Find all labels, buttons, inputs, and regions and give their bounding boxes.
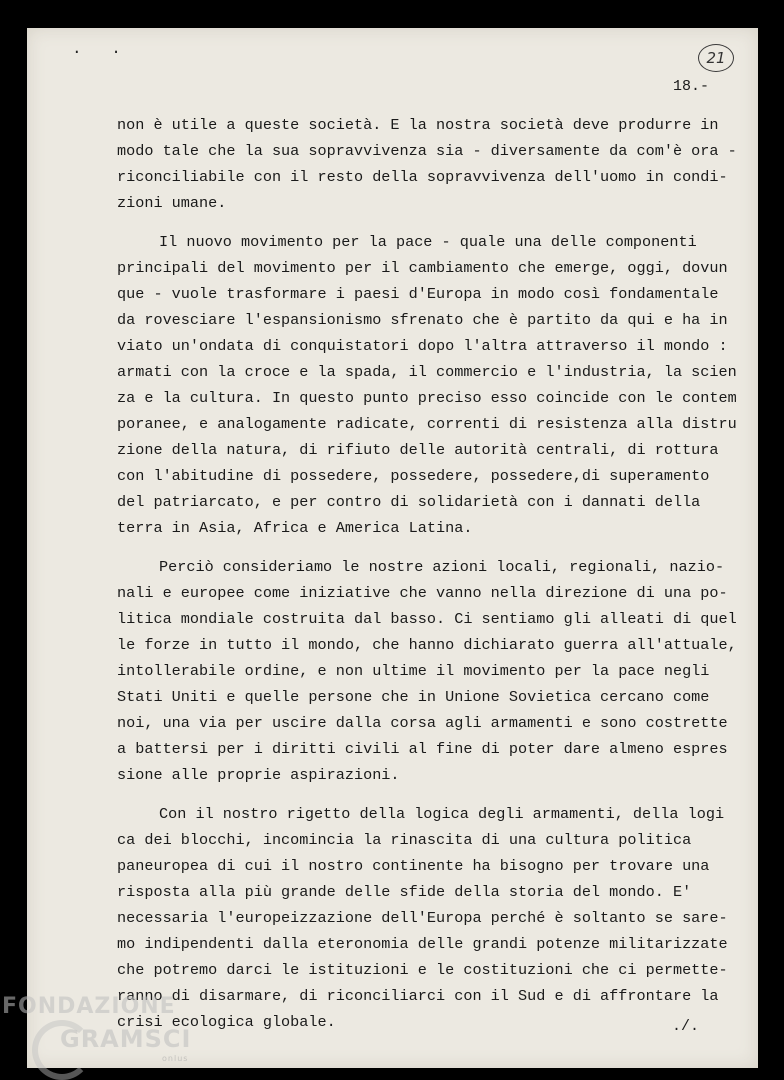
paragraph bbox=[117, 229, 737, 541]
text-line: non è utile a queste società. E la nostra società deve produrre in bbox=[117, 116, 719, 134]
continuation-mark: ./. bbox=[672, 1018, 700, 1035]
typewritten-body bbox=[117, 112, 737, 1035]
text-line: principali del movimento per il cambiamento che emerge, oggi, dovun bbox=[117, 259, 728, 277]
text-line: que - vuole trasformare i paesi d'Europa in modo così fondamentale bbox=[117, 285, 719, 303]
text-line: Stati Uniti e quelle persone che in Unione Sovietica cercano come bbox=[117, 688, 710, 706]
text-line: zioni umane. bbox=[117, 194, 227, 212]
text-line: ranno di disarmare, di riconciliarci con il Sud e di affrontare la bbox=[117, 987, 719, 1005]
text-line: a battersi per i diritti civili al fine di poter dare almeno espres bbox=[117, 740, 728, 758]
watermark-line2: GRAMSCI bbox=[60, 1025, 192, 1053]
text-line: litica mondiale costruita dal basso. Ci sentiamo gli alleati di quel bbox=[117, 610, 737, 628]
text-line: Con il nostro rigetto della logica degli armamenti, della logi bbox=[159, 805, 725, 823]
text-line: Il nuovo movimento per la pace - quale una delle componenti bbox=[159, 233, 697, 251]
text-line: del patriarcato, e per contro di solidarietà con i dannati della bbox=[117, 493, 701, 511]
corner-marks: . . bbox=[72, 40, 131, 58]
text-line: con l'abitudine di possedere, possedere, possedere,di superamento bbox=[117, 467, 710, 485]
text-line: Perciò consideriamo le nostre azioni locali, regionali, nazio- bbox=[159, 558, 725, 576]
text-line: armati con la croce e la spada, il commercio e l'industria, la scien bbox=[117, 363, 737, 381]
text-line: noi, una via per uscire dalla corsa agli armamenti e sono costrette bbox=[117, 714, 728, 732]
text-line: riconciliabile con il resto della sopravvivenza dell'uomo in condi- bbox=[117, 168, 728, 186]
text-line: intollerabile ordine, e non ultime il movimento per la pace negli bbox=[117, 662, 710, 680]
paragraph bbox=[117, 112, 737, 216]
watermark-line1: FONDAZIONE bbox=[2, 994, 176, 1019]
archive-number-stamp: 21 bbox=[698, 44, 734, 72]
paragraph bbox=[117, 554, 737, 788]
text-line: che potremo darci le istituzioni e le costituzioni che ci permette- bbox=[117, 961, 728, 979]
text-line: da rovesciare l'espansionismo sfrenato che è partito da qui e ha in bbox=[117, 311, 728, 329]
watermark-small: onlus bbox=[162, 1054, 189, 1063]
text-line: viato un'ondata di conquistatori dopo l'altra attraverso il mondo : bbox=[117, 337, 728, 355]
text-line: le forze in tutto il mondo, che hanno dichiarato guerra all'attuale, bbox=[117, 636, 737, 654]
text-line: modo tale che la sua sopravvivenza sia - diversamente da com'è ora - bbox=[117, 142, 737, 160]
text-line: poranee, e analogamente radicate, correnti di resistenza alla distru bbox=[117, 415, 737, 433]
paragraph-gap bbox=[117, 541, 717, 554]
archive-watermark bbox=[2, 990, 202, 1080]
text-line: zione della natura, di rifiuto delle autorità centrali, di rottura bbox=[117, 441, 719, 459]
page-number: 18.- bbox=[673, 78, 710, 95]
text-line: terra in Asia, Africa e America Latina. bbox=[117, 519, 473, 537]
text-line: nali e europee come iniziative che vanno nella direzione di una po- bbox=[117, 584, 728, 602]
text-line: sione alle proprie aspirazioni. bbox=[117, 766, 400, 784]
text-line: risposta alla più grande delle sfide della storia del mondo. E' bbox=[117, 883, 692, 901]
paragraph-gap bbox=[117, 216, 717, 229]
text-line: za e la cultura. In questo punto preciso esso coincide con le contem bbox=[117, 389, 737, 407]
paragraph-gap bbox=[117, 788, 717, 801]
text-line: crisi ecologica globale. bbox=[117, 1013, 336, 1031]
text-line: mo indipendenti dalla eteronomia delle grandi potenze militarizzate bbox=[117, 935, 728, 953]
text-line: necessaria l'europeizzazione dell'Europa perché è soltanto se sare- bbox=[117, 909, 728, 927]
text-line: ca dei blocchi, incomincia la rinascita di una cultura politica bbox=[117, 831, 692, 849]
paragraph bbox=[117, 801, 728, 1035]
text-line: paneuropea di cui il nostro continente ha bisogno per trovare una bbox=[117, 857, 710, 875]
